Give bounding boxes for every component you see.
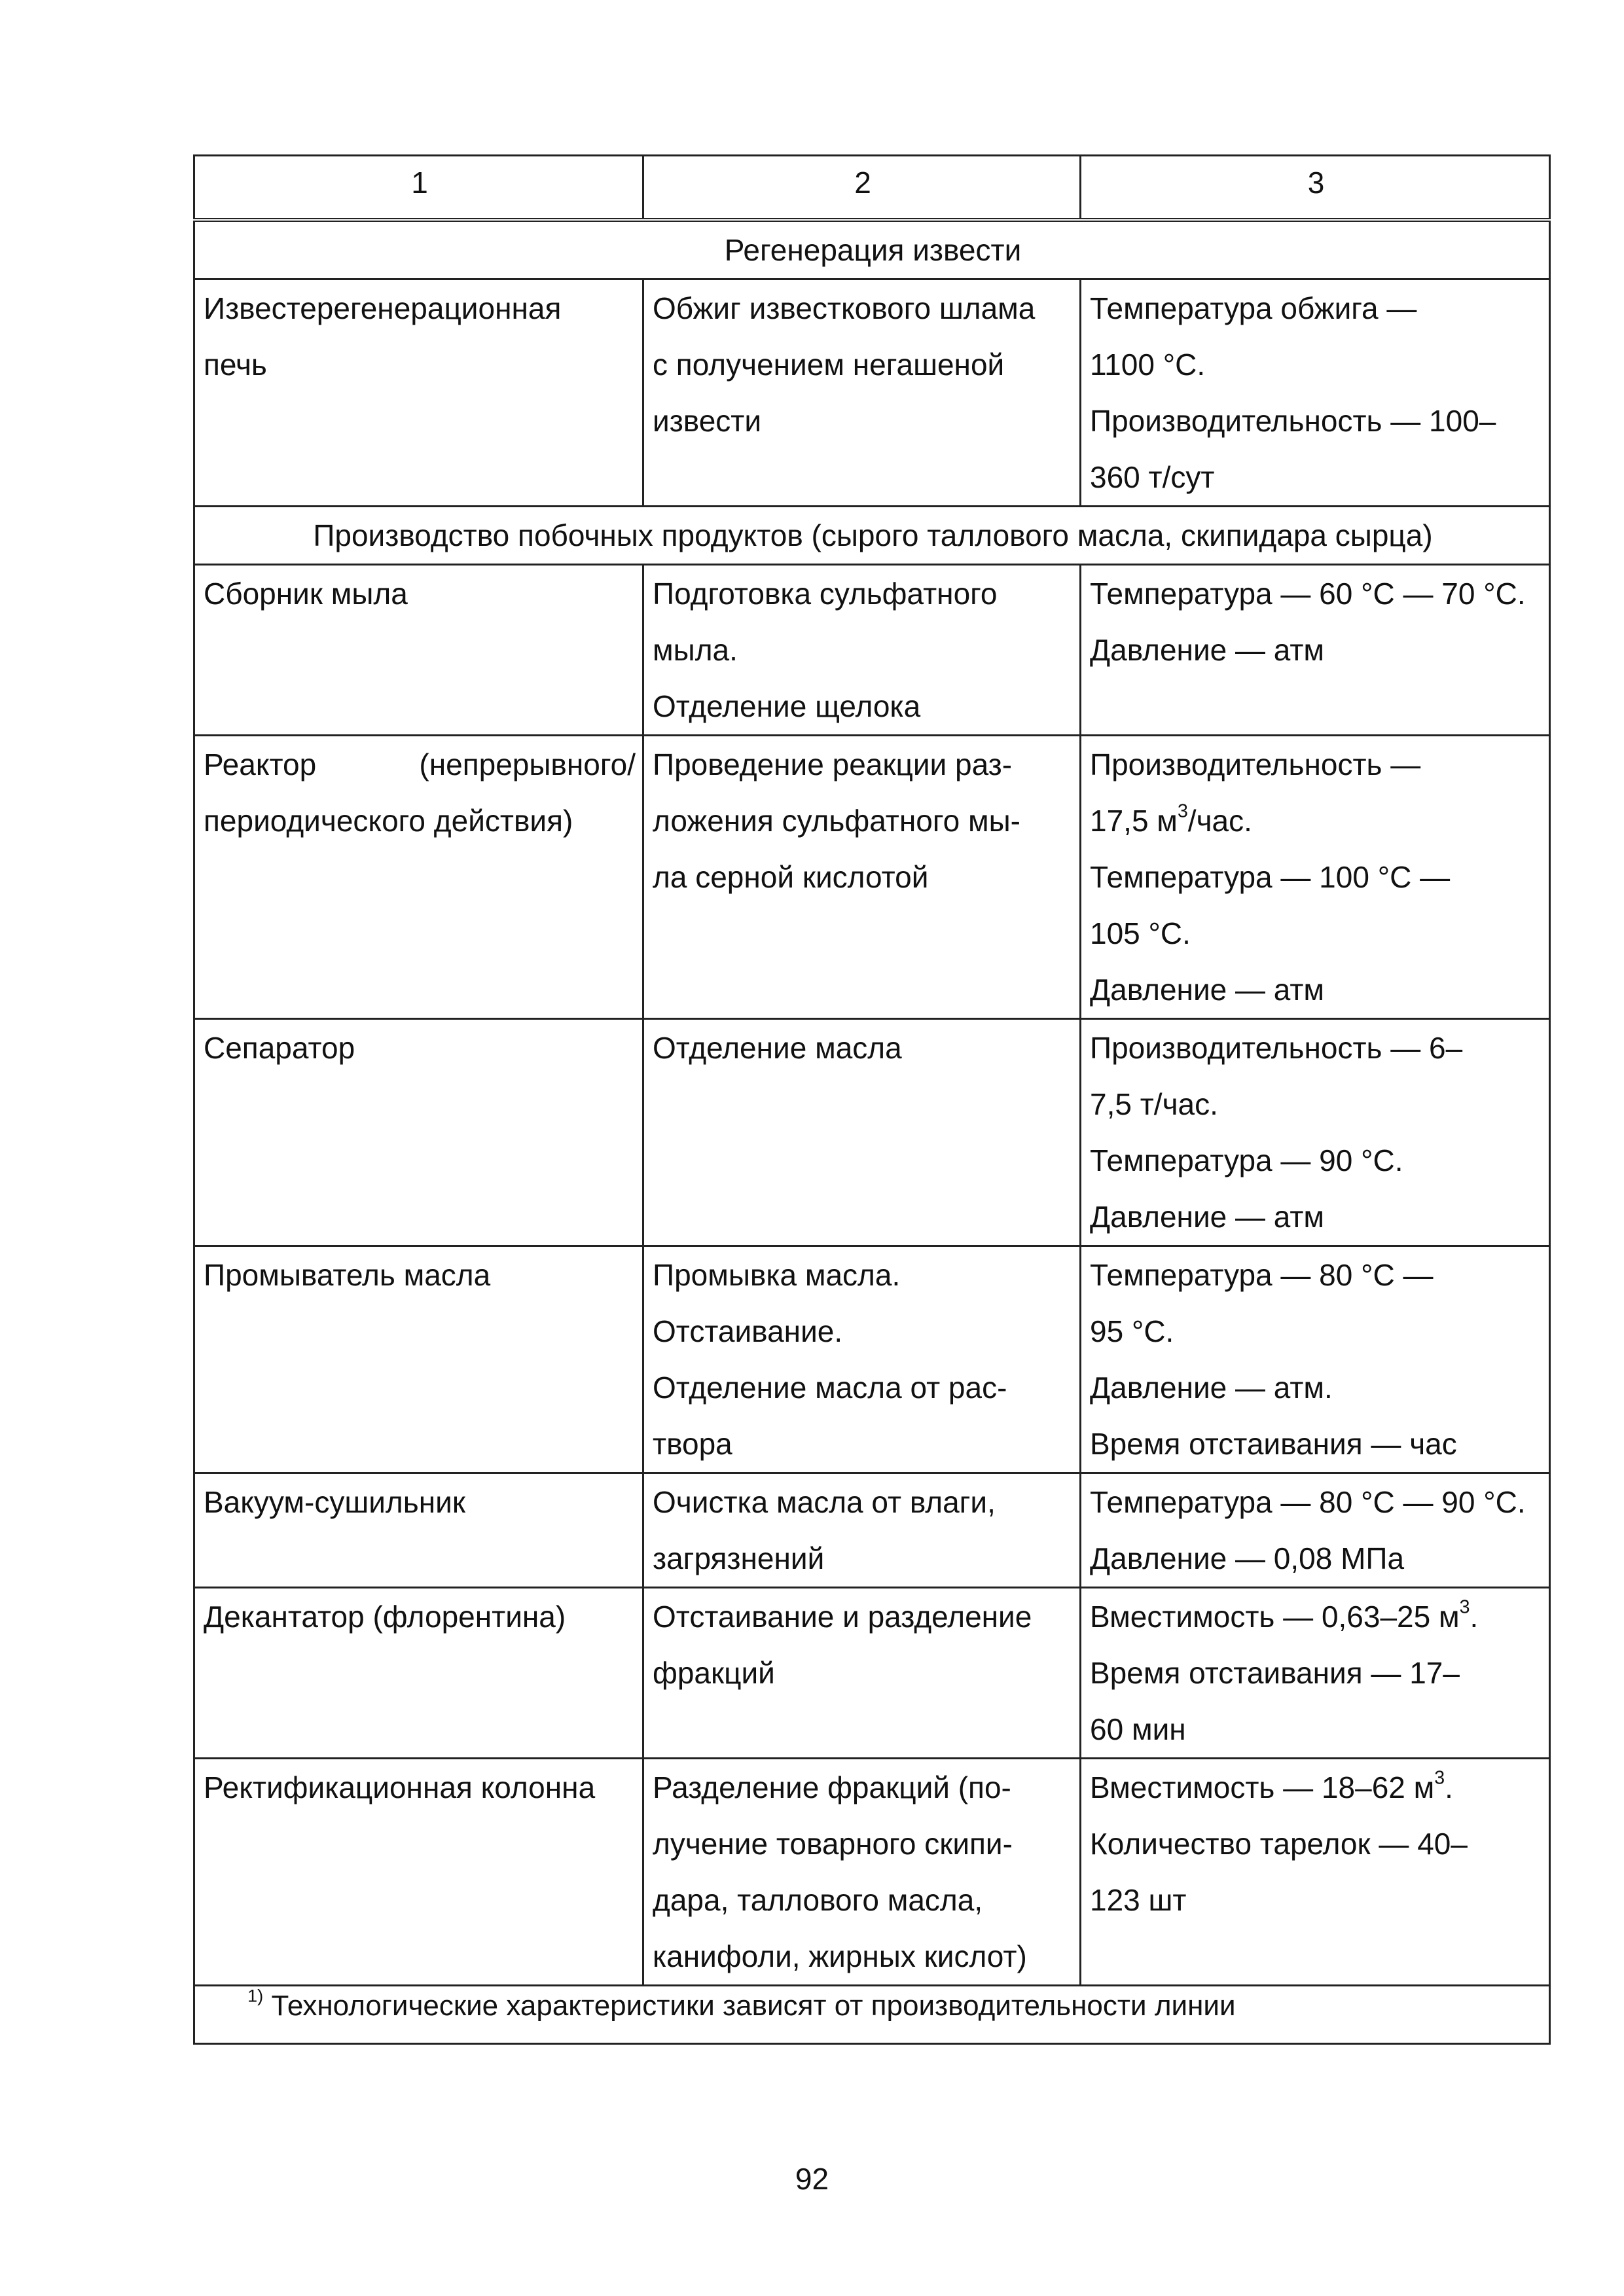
equipment-cell: Известерегенерационная печь <box>194 279 643 507</box>
header-col-1: 1 <box>194 156 643 221</box>
equipment-cell-line: периодического действия) <box>204 804 573 838</box>
purpose-cell: Промывка масла. Отстаивание. Отделение масла от рас- твора <box>643 1246 1081 1473</box>
table-row <box>194 1019 1550 1246</box>
footnote-row <box>194 1986 1550 2044</box>
table-row <box>194 565 1550 736</box>
table-row <box>194 279 1550 507</box>
section-title-row <box>194 220 1550 279</box>
characteristics-cell: Температура — 80 °С — 90 °С. Давление — 0,08 МПа <box>1081 1473 1550 1588</box>
equipment-word-reactor: Реактор <box>204 747 317 781</box>
equipment-cell: Сборник мыла <box>194 565 643 736</box>
section-title-lime-regeneration: Регенерация извести <box>194 220 1550 279</box>
purpose-cell: Разделение фракций (по- лучение товарного скипи- дара, таллового масла, канифоли, жирных кислот) <box>643 1759 1081 1986</box>
characteristics-cell: Температура обжига — 1100 °С. Производительность — 100– 360 т/сут <box>1081 279 1550 507</box>
footnote-mark: 1) <box>247 1985 264 2006</box>
table-row <box>194 1588 1550 1759</box>
characteristic-lines: Количество тарелок — 40– 123 шт <box>1090 1827 1468 1917</box>
equipment-cell: Сепаратор <box>194 1019 643 1246</box>
characteristic-unit: /час. <box>1187 804 1252 838</box>
characteristic-value: Вместимость — 18–62 м <box>1090 1770 1435 1804</box>
characteristic-unit: . <box>1470 1600 1479 1634</box>
footnote-text: Технологические характеристики зависят от производительности линии <box>263 1990 1236 2022</box>
equipment-table <box>193 154 1551 2045</box>
section-title-byproducts: Производство побочных продуктов (сырого таллового масла, скипидара сырца) <box>194 507 1550 565</box>
equipment-cell-line <box>204 736 636 793</box>
characteristics-cell: Температура — 80 °С — 95 °С. Давление — атм. Время отстаивания — час <box>1081 1246 1550 1473</box>
characteristics-cell <box>1081 1759 1550 1986</box>
equipment-cell: Ректификационная колонна <box>194 1759 643 1986</box>
characteristic-lines: Время отстаивания — 17– 60 мин <box>1090 1656 1460 1746</box>
purpose-cell: Отделение масла <box>643 1019 1081 1246</box>
table-header-row <box>194 156 1550 221</box>
table-row <box>194 1246 1550 1473</box>
equipment-cell: Декантатор (флорентина) <box>194 1588 643 1759</box>
characteristic-line: Производительность — <box>1090 747 1421 781</box>
superscript: 3 <box>1459 1596 1470 1618</box>
header-col-2: 2 <box>643 156 1081 221</box>
table-row <box>194 1473 1550 1588</box>
footnote <box>194 1986 1550 2044</box>
characteristics-cell: Температура — 60 °С — 70 °С. Давление — атм <box>1081 565 1550 736</box>
characteristic-lines: Температура — 100 °С — 105 °С. Давление — атм <box>1090 860 1451 1007</box>
section-title-row <box>194 507 1550 565</box>
characteristics-cell <box>1081 736 1550 1019</box>
characteristic-unit: . <box>1445 1770 1453 1804</box>
purpose-cell: Очистка масла от влаги, загрязнений <box>643 1473 1081 1588</box>
superscript: 3 <box>1434 1767 1445 1789</box>
equipment-cell: Промыватель масла <box>194 1246 643 1473</box>
purpose-cell: Обжиг известкового шлама с получением негашеной извести <box>643 279 1081 507</box>
equipment-word-mode: (непрерывного/ <box>419 747 636 781</box>
purpose-cell: Отстаивание и разделение фракций <box>643 1588 1081 1759</box>
equipment-cell: Вакуум-сушильник <box>194 1473 643 1588</box>
characteristic-value: 17,5 м <box>1090 804 1178 838</box>
table-row <box>194 736 1550 1019</box>
header-col-3: 3 <box>1081 156 1550 221</box>
purpose-cell: Проведение реакции раз- ложения сульфатного мы- ла серной кислотой <box>643 736 1081 1019</box>
purpose-cell: Подготовка сульфатного мыла. Отделение щелока <box>643 565 1081 736</box>
characteristics-cell: Производительность — 6– 7,5 т/час. Температура — 90 °С. Давление — атм <box>1081 1019 1550 1246</box>
equipment-cell <box>194 736 643 1019</box>
page-number: 92 <box>795 2162 829 2196</box>
characteristic-value: Вместимость — 0,63–25 м <box>1090 1600 1460 1634</box>
superscript: 3 <box>1177 800 1188 822</box>
table-row <box>194 1759 1550 1986</box>
characteristics-cell <box>1081 1588 1550 1759</box>
